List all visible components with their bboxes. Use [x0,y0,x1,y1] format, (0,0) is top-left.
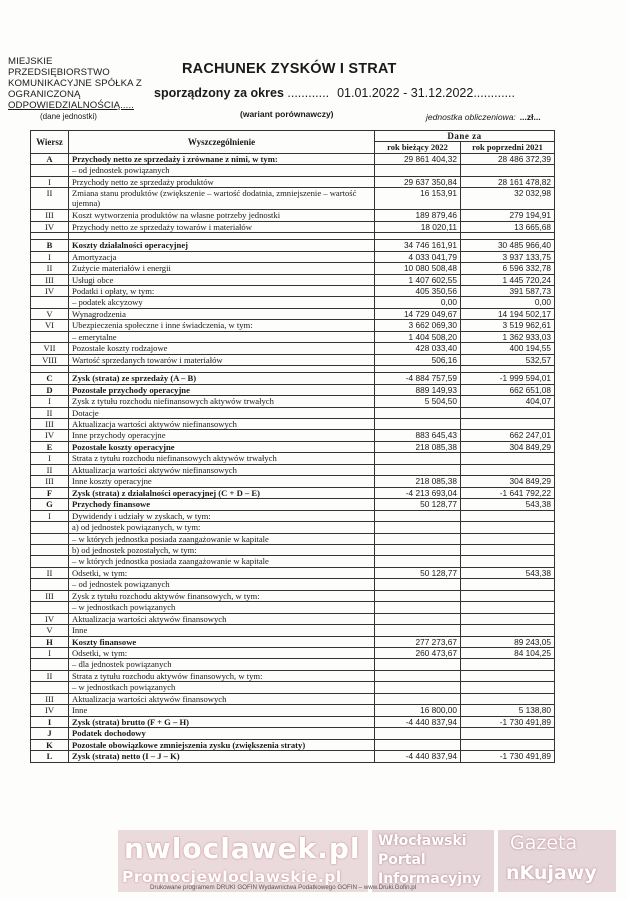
row-code [31,556,69,567]
watermark-logo-text: Promocjewloclawskie.pl [122,868,342,886]
row-label: Strata z tytułu rozchodu niefinansowych aktywów trwałych [69,453,375,464]
column-header-wyszczegolnienie: Wyszczególnienie [69,131,375,154]
row-previous-value: 404,07 [461,396,555,407]
table-row [31,751,555,762]
table-row [31,579,555,590]
row-previous-value: -1 999 594,01 [461,373,555,384]
row-code: IV [31,285,69,296]
row-current-value [375,233,461,240]
row-code [31,366,69,373]
watermark-nkujawy-text: nKujawy [506,862,597,884]
row-previous-value [461,682,555,693]
row-current-value: 16 153,91 [375,188,461,210]
row-current-value: 50 128,77 [375,499,461,510]
row-current-value [375,407,461,418]
row-previous-value [461,625,555,636]
table-row [31,153,555,164]
row-current-value [375,522,461,533]
row-code: III [31,274,69,285]
reporting-period [154,86,515,100]
row-label: a) od jednostek powiązanych, w tym: [69,522,375,533]
row-label: Odsetki, w tym: [69,567,375,578]
row-label: Podatki i opłaty, w tym: [69,285,375,296]
row-code: J [31,728,69,739]
row-previous-value [461,693,555,704]
row-label: – w jednostkach powiązanych [69,682,375,693]
table-body [31,153,555,762]
table-row [31,464,555,475]
row-current-value [375,602,461,613]
table-row [31,670,555,681]
row-label: Zysk (strata) ze sprzedaży (A – B) [69,373,375,384]
row-label: Aktualizacja wartości aktywów niefinansowych [69,418,375,429]
row-previous-value: 1 362 933,03 [461,331,555,342]
row-label: Koszty działalności operacyjnej [69,240,375,251]
row-code: II [31,407,69,418]
row-code: I [31,251,69,262]
row-previous-value: 532,57 [461,354,555,365]
row-code: VII [31,343,69,354]
row-previous-value: 3 519 962,61 [461,320,555,331]
row-code: C [31,373,69,384]
row-previous-value: 6 596 332,78 [461,263,555,274]
row-current-value: 29 861 404,32 [375,153,461,164]
table-row [31,544,555,555]
table-row [31,487,555,498]
column-header-current-year: rok bieżący 2022 [375,142,461,153]
row-current-value: 218 085,38 [375,441,461,452]
row-label: Zmiana stanu produktów (zwiększenie – wartość dodatnia, zmniejszenie – wartość ujemna) [69,188,375,210]
table-row [31,210,555,221]
table-row [31,659,555,670]
row-previous-value [461,613,555,624]
table-row [31,625,555,636]
row-previous-value: 400 194,55 [461,343,555,354]
row-previous-value [461,233,555,240]
row-current-value: 50 128,77 [375,567,461,578]
row-label: – w których jednostka posiada zaangażowanie w kapitale [69,533,375,544]
row-label: – emerytalne [69,331,375,342]
row-previous-value [461,602,555,613]
row-code: VI [31,320,69,331]
watermark-portal-text: Włocławski Portal Informacyjny [378,833,482,887]
period-dots: ............ [473,86,515,100]
table-row [31,636,555,647]
row-code: I [31,648,69,659]
row-label: Koszty finansowe [69,636,375,647]
row-label: b) od jednostek pozostałych, w tym: [69,544,375,555]
row-previous-value [461,579,555,590]
row-current-value [375,165,461,176]
row-code: I [31,176,69,187]
row-label: Przychody netto ze sprzedaży towarów i materiałów [69,221,375,232]
row-label: Strata z tytułu rozchodu aktywów finansowych, w tym: [69,670,375,681]
row-current-value: 10 080 508,48 [375,263,461,274]
row-code [31,233,69,240]
table-row [31,384,555,395]
row-current-value: 14 729 049,67 [375,308,461,319]
row-code: III [31,418,69,429]
table-row [31,476,555,487]
table-row [31,274,555,285]
table-row [31,165,555,176]
row-previous-value: -1 730 491,89 [461,716,555,727]
table-row [31,648,555,659]
row-label [69,233,375,240]
row-code: II [31,188,69,210]
row-previous-value [461,728,555,739]
row-label: – w jednostkach powiązanych [69,602,375,613]
row-previous-value: 13 665,68 [461,221,555,232]
row-label: Odsetki, w tym: [69,648,375,659]
row-current-value [375,464,461,475]
column-header-wiersz: Wiersz [31,131,69,154]
row-current-value: -4 213 693,04 [375,487,461,498]
watermark-logo-text: nwloclawek.pl [124,832,361,865]
document-title: RACHUNEK ZYSKÓW I STRAT [182,61,397,77]
watermark-gazeta-text: Gazeta [510,832,578,854]
row-code [31,579,69,590]
table-row [31,510,555,521]
row-current-value [375,670,461,681]
table-row [31,263,555,274]
row-label: Zysk z tytułu rozchodu aktywów finansowych, w tym: [69,590,375,601]
table-row [31,590,555,601]
company-caption: (dane jednostki) [40,112,97,121]
row-previous-value: 28 161 478,82 [461,176,555,187]
row-code: I [31,716,69,727]
row-previous-value [461,366,555,373]
row-previous-value [461,533,555,544]
row-code: VIII [31,354,69,365]
row-code: F [31,487,69,498]
row-label: Podatek dochodowy [69,728,375,739]
row-label: Przychody netto ze sprzedaży i zrównane z nimi, w tym: [69,153,375,164]
table-row [31,373,555,384]
row-label: – w których jednostka posiada zaangażowanie w kapitale [69,556,375,567]
row-current-value: 4 033 041,79 [375,251,461,262]
row-previous-value: -1 730 491,89 [461,751,555,762]
row-current-value: 506,16 [375,354,461,365]
row-previous-value: 391 587,73 [461,285,555,296]
row-label: Zysk (strata) z działalności operacyjnej (C + D – E) [69,487,375,498]
period-label: sporządzony za okres [154,86,284,100]
row-label: Aktualizacja wartości aktywów finansowych [69,693,375,704]
unit-of-measure [426,112,541,122]
table-row [31,567,555,578]
row-code: I [31,510,69,521]
row-current-value: 405 350,56 [375,285,461,296]
table-row [31,233,555,240]
row-code: E [31,441,69,452]
row-code: III [31,210,69,221]
row-previous-value: 543,38 [461,499,555,510]
table-row [31,343,555,354]
row-label: – od jednostek powiązanych [69,165,375,176]
row-code: III [31,693,69,704]
table-row [31,240,555,251]
table-row [31,221,555,232]
row-previous-value: 304 849,29 [461,441,555,452]
table-row [31,533,555,544]
row-code: II [31,670,69,681]
row-previous-value [461,670,555,681]
row-label [69,366,375,373]
row-previous-value [461,453,555,464]
table-row [31,297,555,308]
table-row [31,441,555,452]
row-previous-value: 32 032,98 [461,188,555,210]
row-current-value [375,556,461,567]
row-code: II [31,567,69,578]
row-code: L [31,751,69,762]
row-code: B [31,240,69,251]
row-previous-value: 662 651,08 [461,384,555,395]
table-row [31,354,555,365]
unit-value: ...zł... [519,112,541,122]
period-dots: ............ [287,86,330,100]
row-previous-value [461,556,555,567]
row-current-value [375,659,461,670]
variant-label: (wariant porównawczy) [240,109,334,119]
row-label: Zysk (strata) netto (I – J – K) [69,751,375,762]
row-label: Dywidendy i udziały w zyskach, w tym: [69,510,375,521]
row-label: – podatek akcyzowy [69,297,375,308]
row-label: Pozostałe koszty operacyjne [69,441,375,452]
row-label: Pozostałe obowiązkowe zmniejszenia zysku (zwiększenia straty) [69,739,375,750]
row-code: II [31,464,69,475]
row-current-value: 18 020,11 [375,221,461,232]
row-code: K [31,739,69,750]
row-code: III [31,476,69,487]
row-label: Dotacje [69,407,375,418]
row-label: Zysk (strata) brutto (F + G – H) [69,716,375,727]
table-row [31,682,555,693]
company-line: OGRANICZONĄ [8,89,81,100]
table-row [31,188,555,210]
row-label: Ubezpieczenia społeczne i inne świadczenia, w tym: [69,320,375,331]
row-current-value: -4 884 757,59 [375,373,461,384]
company-name [8,56,142,111]
row-current-value [375,693,461,704]
unit-label: jednostka obliczeniowa: [426,112,516,122]
row-code: IV [31,221,69,232]
row-label: Przychody finansowe [69,499,375,510]
row-previous-value [461,165,555,176]
row-previous-value [461,659,555,670]
table-row [31,407,555,418]
row-label: Pozostałe koszty rodzajowe [69,343,375,354]
row-label: Zysk z tytułu rozchodu niefinansowych aktywów trwałych [69,396,375,407]
period-dates: 01.01.2022 - 31.12.2022 [337,86,474,100]
row-previous-value [461,418,555,429]
row-code: I [31,453,69,464]
row-previous-value: 89 243,05 [461,636,555,647]
row-current-value: 34 746 161,91 [375,240,461,251]
row-current-value [375,613,461,624]
row-code: III [31,590,69,601]
row-code: H [31,636,69,647]
row-previous-value: 28 486 372,39 [461,153,555,164]
row-current-value: 3 662 069,30 [375,320,461,331]
row-previous-value: 279 194,91 [461,210,555,221]
column-header-dane-za: Dane za [375,131,555,142]
table-row [31,308,555,319]
row-label: Usługi obce [69,274,375,285]
row-previous-value: 84 104,25 [461,648,555,659]
row-label: Pozostałe przychody operacyjne [69,384,375,395]
row-current-value: 0,00 [375,297,461,308]
row-code: V [31,308,69,319]
row-current-value [375,533,461,544]
row-previous-value: 543,38 [461,567,555,578]
row-label: Amortyzacja [69,251,375,262]
row-current-value: 260 473,67 [375,648,461,659]
row-current-value [375,682,461,693]
row-current-value [375,510,461,521]
table-row [31,396,555,407]
row-code: II [31,263,69,274]
row-previous-value: 5 138,80 [461,705,555,716]
row-current-value: 277 273,67 [375,636,461,647]
row-label: – od jednostek powiązanych [69,579,375,590]
row-code [31,165,69,176]
row-code: I [31,396,69,407]
row-label: Wartość sprzedanych towarów i materiałów [69,354,375,365]
row-label: Inne [69,705,375,716]
row-previous-value [461,590,555,601]
row-code [31,659,69,670]
company-line: PRZEDSIĘBIORSTWO [8,67,110,78]
row-current-value: -4 440 837,94 [375,751,461,762]
row-current-value: 16 800,00 [375,705,461,716]
row-current-value: 889 149,93 [375,384,461,395]
row-current-value: 189 879,46 [375,210,461,221]
row-current-value [375,728,461,739]
row-current-value [375,625,461,636]
company-line: KOMUNIKACYJNE SPÓŁKA Z [8,78,142,89]
table-row [31,499,555,510]
row-label: – dla jednostek powiązanych [69,659,375,670]
table-row [31,331,555,342]
table-row [31,366,555,373]
table-row [31,705,555,716]
print-footer: Drukowane programem DRUKI GOFIN Wydawnictwa Podatkowego GOFIN – www.Druki.Gofin.pl [150,884,417,891]
row-code: V [31,625,69,636]
table-row [31,556,555,567]
row-current-value: -4 440 837,94 [375,716,461,727]
row-current-value [375,739,461,750]
row-previous-value: 304 849,29 [461,476,555,487]
row-code: IV [31,613,69,624]
row-code: IV [31,705,69,716]
row-label: Inne [69,625,375,636]
row-current-value: 1 404 508,20 [375,331,461,342]
income-statement-table [30,130,555,763]
row-previous-value: -1 641 792,22 [461,487,555,498]
row-previous-value: 14 194 502,17 [461,308,555,319]
row-previous-value [461,522,555,533]
row-label: Aktualizacja wartości aktywów finansowych [69,613,375,624]
row-current-value: 218 085,38 [375,476,461,487]
table-row [31,430,555,441]
row-code [31,522,69,533]
row-previous-value: 662 247,01 [461,430,555,441]
row-current-value [375,366,461,373]
row-code: IV [31,430,69,441]
row-previous-value: 1 445 720,24 [461,274,555,285]
row-current-value: 5 504,50 [375,396,461,407]
row-code: G [31,499,69,510]
row-previous-value: 30 485 966,40 [461,240,555,251]
row-current-value [375,453,461,464]
row-code [31,533,69,544]
row-code [31,297,69,308]
row-previous-value: 0,00 [461,297,555,308]
table-row [31,251,555,262]
row-label: Aktualizacja wartości aktywów niefinansowych [69,464,375,475]
watermark-banner [118,830,616,892]
table-row [31,693,555,704]
row-current-value: 29 637 350,84 [375,176,461,187]
row-code [31,331,69,342]
table-row [31,602,555,613]
row-label: Inne przychody operacyjne [69,430,375,441]
table-row [31,418,555,429]
row-previous-value [461,739,555,750]
row-previous-value [461,544,555,555]
row-previous-value [461,510,555,521]
row-current-value [375,418,461,429]
row-label: Koszt wytworzenia produktów na własne potrzeby jednostki [69,210,375,221]
row-code [31,544,69,555]
row-current-value [375,579,461,590]
table-row [31,176,555,187]
table-row [31,522,555,533]
row-code: A [31,153,69,164]
company-line: ODPOWIEDZIALNOŚCIĄ..... [8,100,134,111]
table-row [31,728,555,739]
row-label: Przychody netto ze sprzedaży produktów [69,176,375,187]
table-row [31,716,555,727]
row-code [31,602,69,613]
row-current-value: 1 407 602,55 [375,274,461,285]
table-row [31,453,555,464]
table-row [31,739,555,750]
row-previous-value: 3 937 133,75 [461,251,555,262]
row-current-value: 883 645,43 [375,430,461,441]
column-header-previous-year: rok poprzedni 2021 [461,142,555,153]
table-row [31,285,555,296]
row-label: Inne koszty operacyjne [69,476,375,487]
row-code [31,682,69,693]
table-row [31,320,555,331]
row-label: Zużycie materiałów i energii [69,263,375,274]
table-row [31,613,555,624]
row-current-value: 428 033,40 [375,343,461,354]
row-code: D [31,384,69,395]
company-line: MIEJSKIE [8,56,53,67]
row-current-value [375,590,461,601]
row-previous-value [461,407,555,418]
row-current-value [375,544,461,555]
row-previous-value [461,464,555,475]
row-label: Wynagrodzenia [69,308,375,319]
